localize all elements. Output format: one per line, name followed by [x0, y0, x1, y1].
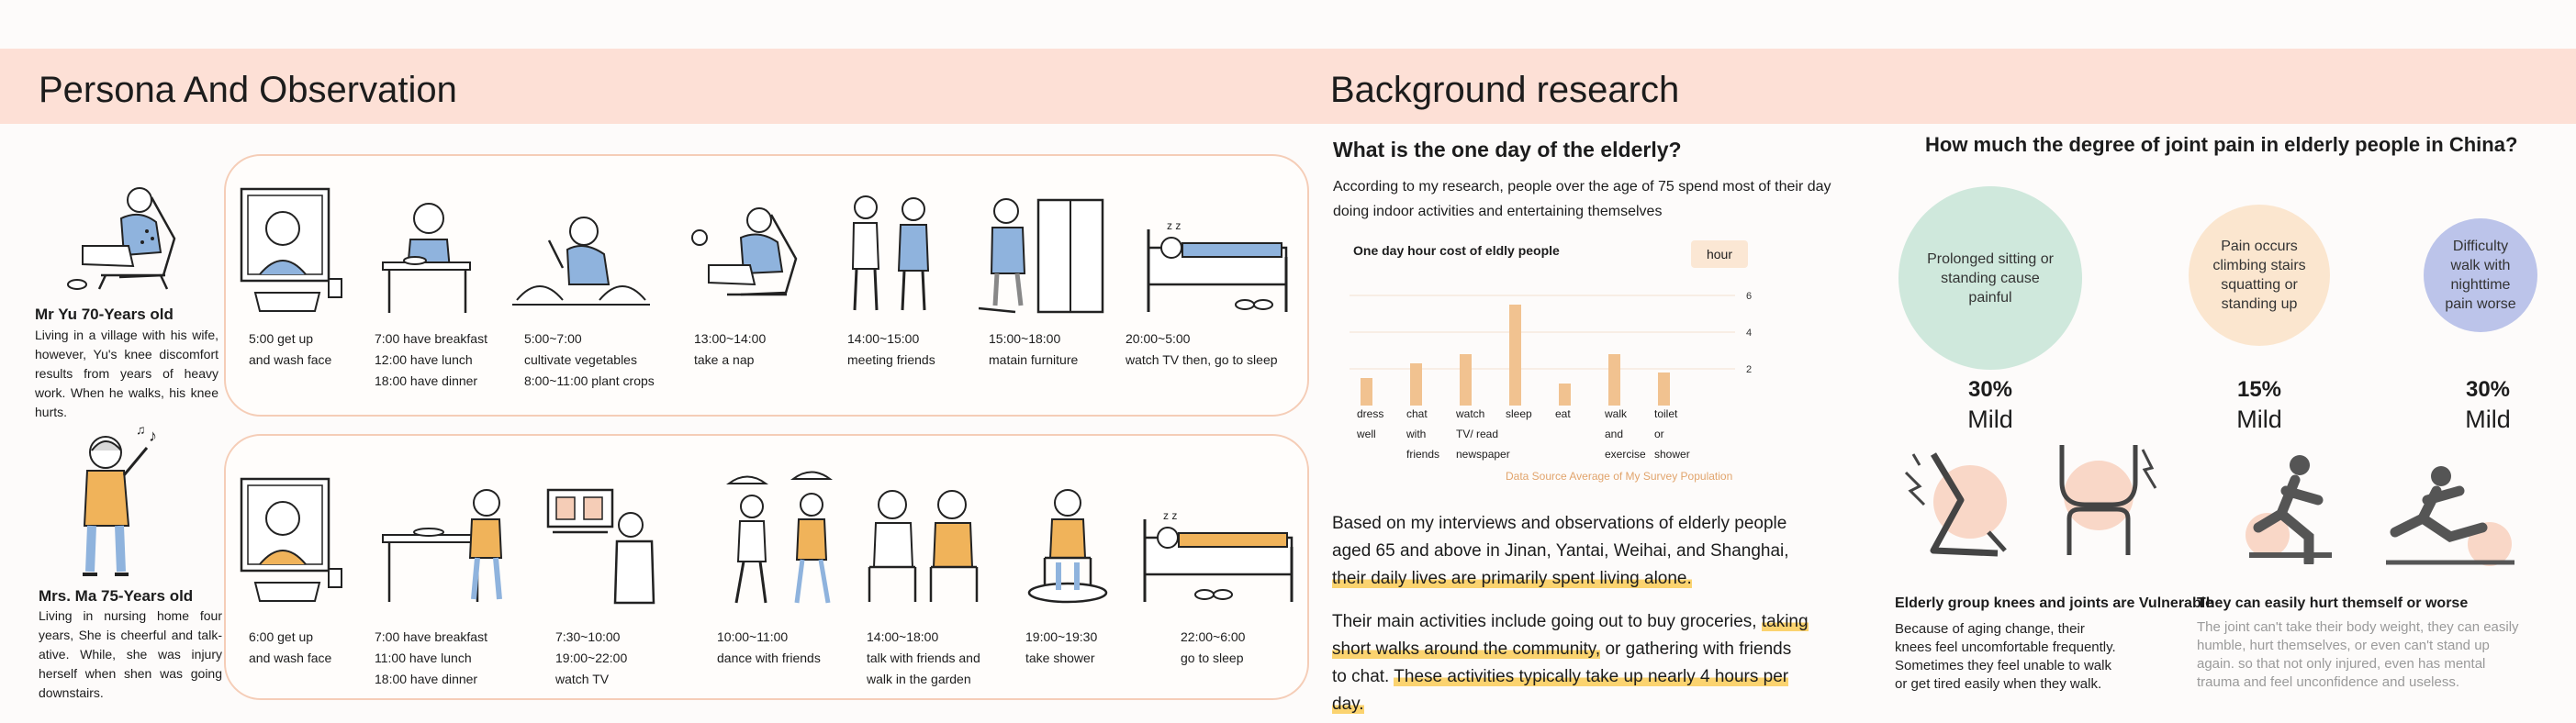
pain-level: Mild [2236, 406, 2282, 433]
hour-chart [1340, 227, 1763, 493]
chart-bar [1608, 354, 1620, 406]
chart-source: Data Source Average of My Survey Population [1506, 470, 1733, 483]
chart-category-text: with [1406, 428, 1427, 440]
circle-text: Prolonged sitting or standing cause painful [1927, 250, 2054, 306]
pain-percent: 30% [1967, 377, 2013, 402]
dining-icon [378, 484, 516, 606]
chart-category-label [1605, 404, 1651, 464]
chart-ytick-label: 4 [1746, 328, 1753, 339]
mirror-wash-icon [237, 187, 347, 316]
breakfast-icon [378, 198, 488, 316]
chart-bar [1658, 373, 1670, 406]
pain-circle-sitting [1898, 186, 2082, 370]
chart-category-text: walk [1605, 407, 1628, 420]
chart-category-text: well [1357, 428, 1376, 440]
pain-circle-stairs [2189, 205, 2330, 346]
timeline-activity: watch TV [555, 672, 610, 686]
research-intro: According to my research, people over the age of 75 spend most of their day doing indoor activities and entertaining themselves [1333, 179, 1831, 219]
chart-category-text: chat [1406, 407, 1428, 420]
timeline-activity: 12:00 have lunch [375, 352, 473, 367]
circle-text: Difficulty walk with nighttime pain worse [2445, 239, 2516, 312]
persona-description: Living in a village with his wife, however, Yu's knee discomfort results from years of heavy work. When he walks, his knee hurts. [35, 328, 218, 419]
timeline-activity: talk with friends and [867, 651, 980, 665]
chart-ytick-label: 6 [1746, 291, 1753, 302]
chart-category-text: dress [1357, 407, 1384, 420]
grandma-singing-icon [73, 425, 165, 581]
knee-text: Because of aging change, their knees feel uncomfortable frequently. Sometimes they feel unable to walk or get tired easily when they walk. [1895, 621, 2116, 692]
chart-bar [1559, 384, 1571, 406]
chart-category-text: toilet [1654, 407, 1678, 420]
timeline-time: 5:00~7:00 [524, 331, 582, 346]
timeline-activity: and wash face [249, 651, 332, 665]
chart-category-text: watch [1456, 407, 1485, 420]
timeline-activity: 8:00~11:00 plant crops [524, 373, 655, 388]
foot-bath-icon [1017, 484, 1118, 606]
sleeping-bed-icon [1144, 220, 1291, 316]
meeting-friends-icon [840, 191, 941, 316]
svg-text:z z: z z [1163, 510, 1178, 522]
timeline-activity: cultivate vegetables [524, 352, 637, 367]
pain-level: Mild [2465, 406, 2511, 433]
research-section-title: Background research [1330, 70, 1680, 110]
chart-bar [1410, 363, 1422, 406]
timeline-time: 10:00~11:00 [717, 629, 789, 644]
para-highlight: their daily lives are primarily spent living alone. [1332, 569, 1692, 588]
timeline-time: 14:00~15:00 [847, 331, 920, 346]
chart-category-text: newspaper [1456, 448, 1510, 461]
chatting-icon [865, 484, 984, 606]
wardrobe-repair-icon [979, 191, 1107, 316]
hurt-text: The joint can't take their body weight, they can easily humble, hurt themselves, or even can't stand up again. so that not only injured, even has mental trauma and feel unconfidence and useless. [2197, 619, 2519, 690]
chart-category-text: shower [1654, 448, 1690, 461]
svg-text:z z: z z [1167, 220, 1182, 232]
para-text: Their main activities include going out to buy groceries, [1332, 612, 1762, 631]
para-highlight: These activities typically take up nearly 4 hours per day. [1332, 667, 1789, 714]
chart-category-text: friends [1406, 448, 1440, 461]
timeline-time: 14:00~18:00 [867, 629, 939, 644]
persona-description: Living in nursing home four years, She is cheerful and talk-ative. While, she was injury herself when shen was going downstairs. [39, 608, 222, 700]
mirror-wash-icon [237, 477, 347, 606]
para-text: or gathering with friends to chat. [1332, 640, 1792, 686]
timeline-activity: and wash face [249, 352, 332, 367]
chart-category-text: or [1654, 428, 1664, 440]
chart-category-text: sleep [1506, 407, 1532, 420]
timeline-time: 5:00 get up [249, 331, 314, 346]
para-highlight: taking short walks around the community, [1332, 612, 1809, 659]
para-text: Based on my interviews and observations of elderly people aged 65 and above in Jinan, Yantai, Weihai, and Shanghai, [1332, 514, 1789, 561]
timeline-time: 7:00 have breakfast [375, 331, 487, 346]
chart-plot [1340, 227, 1763, 410]
pain-percent: 30% [2465, 377, 2511, 402]
hurt-title: They can easily hurt themself or worse [2197, 595, 2469, 611]
timeline-activity: 11:00 have lunch [375, 651, 472, 665]
activities-paragraph [1332, 608, 1809, 718]
timeline-activity: matain furniture [989, 352, 1079, 367]
timeline-activity: take a nap [694, 352, 755, 367]
chart-category-label [1456, 404, 1510, 464]
sleeping-bed-icon [1140, 510, 1296, 606]
chart-bar [1460, 354, 1472, 406]
timeline-activity: meeting friends [847, 352, 935, 367]
pain-circle-walk [2424, 218, 2537, 332]
timeline-activity: watch TV then, go to sleep [1126, 352, 1278, 367]
timeline-time: 20:00~5:00 [1126, 331, 1191, 346]
chart-category-label [1357, 404, 1403, 444]
timeline-time: 19:00~19:30 [1025, 629, 1098, 644]
timeline-time: 6:00 get up [249, 629, 314, 644]
svg-text:♪: ♪ [149, 427, 157, 445]
persona-name: Mr Yu 70-Years old [35, 306, 174, 323]
watching-tv-icon [543, 488, 663, 606]
joint-pain-heading: How much the degree of joint pain in elderly people in China? [1925, 133, 2518, 156]
chart-bar [1361, 378, 1372, 406]
joint-pain-icon [2034, 440, 2163, 564]
knee-title: Elderly group knees and joints are Vulnerable [1895, 595, 2214, 611]
interview-paragraph [1332, 510, 1809, 593]
timeline-activity: 18:00 have dinner [375, 373, 478, 388]
chart-category-text: and [1605, 428, 1624, 440]
timeline-time: 19:00~22:00 [555, 651, 628, 665]
timeline-activity: take shower [1025, 651, 1095, 665]
chart-title: One day hour cost of eldly people [1353, 243, 1560, 258]
slip-icon [2381, 463, 2519, 569]
chart-ytick-label: 2 [1746, 364, 1753, 375]
knee-pain-icon [1897, 445, 2025, 564]
farming-icon [512, 204, 650, 312]
chart-category-label [1406, 404, 1452, 464]
timeline-time: 15:00~18:00 [989, 331, 1061, 346]
timeline-activity: go to sleep [1181, 651, 1244, 665]
timeline-time: 22:00~6:00 [1181, 629, 1246, 644]
persona-name: Mrs. Ma 75-Years old [39, 587, 194, 605]
timeline-time: 7:30~10:00 [555, 629, 621, 644]
chart-category-text: eat [1555, 407, 1571, 420]
timeline-time: 13:00~14:00 [694, 331, 767, 346]
timeline-activity: 18:00 have dinner [375, 672, 478, 686]
chart-category-label [1555, 404, 1601, 424]
nap-chair-icon [690, 196, 810, 316]
persona-section-title: Persona And Observation [39, 70, 457, 110]
pain-level: Mild [1967, 406, 2013, 433]
chart-legend: hour [1691, 240, 1748, 268]
circle-text: Pain occurs climbing stairs squatting or standing up [2212, 239, 2306, 312]
chart-category-label [1506, 404, 1551, 424]
chart-category-label [1654, 404, 1700, 464]
timeline-activity: walk in the garden [867, 672, 971, 686]
grandpa-chair-icon [64, 174, 184, 294]
chart-category-text: TV/ read [1456, 428, 1499, 440]
question-heading: What is the one day of the elderly? [1333, 138, 1682, 161]
svg-text:♫: ♫ [136, 425, 146, 437]
chart-category-text: exercise [1605, 448, 1646, 461]
chart-bar [1509, 305, 1521, 406]
dancing-icon [720, 470, 848, 606]
pain-percent: 15% [2236, 377, 2282, 402]
timeline-time: 7:00 have breakfast [375, 629, 487, 644]
timeline-activity: dance with friends [717, 651, 821, 665]
fall-icon [2231, 454, 2369, 564]
